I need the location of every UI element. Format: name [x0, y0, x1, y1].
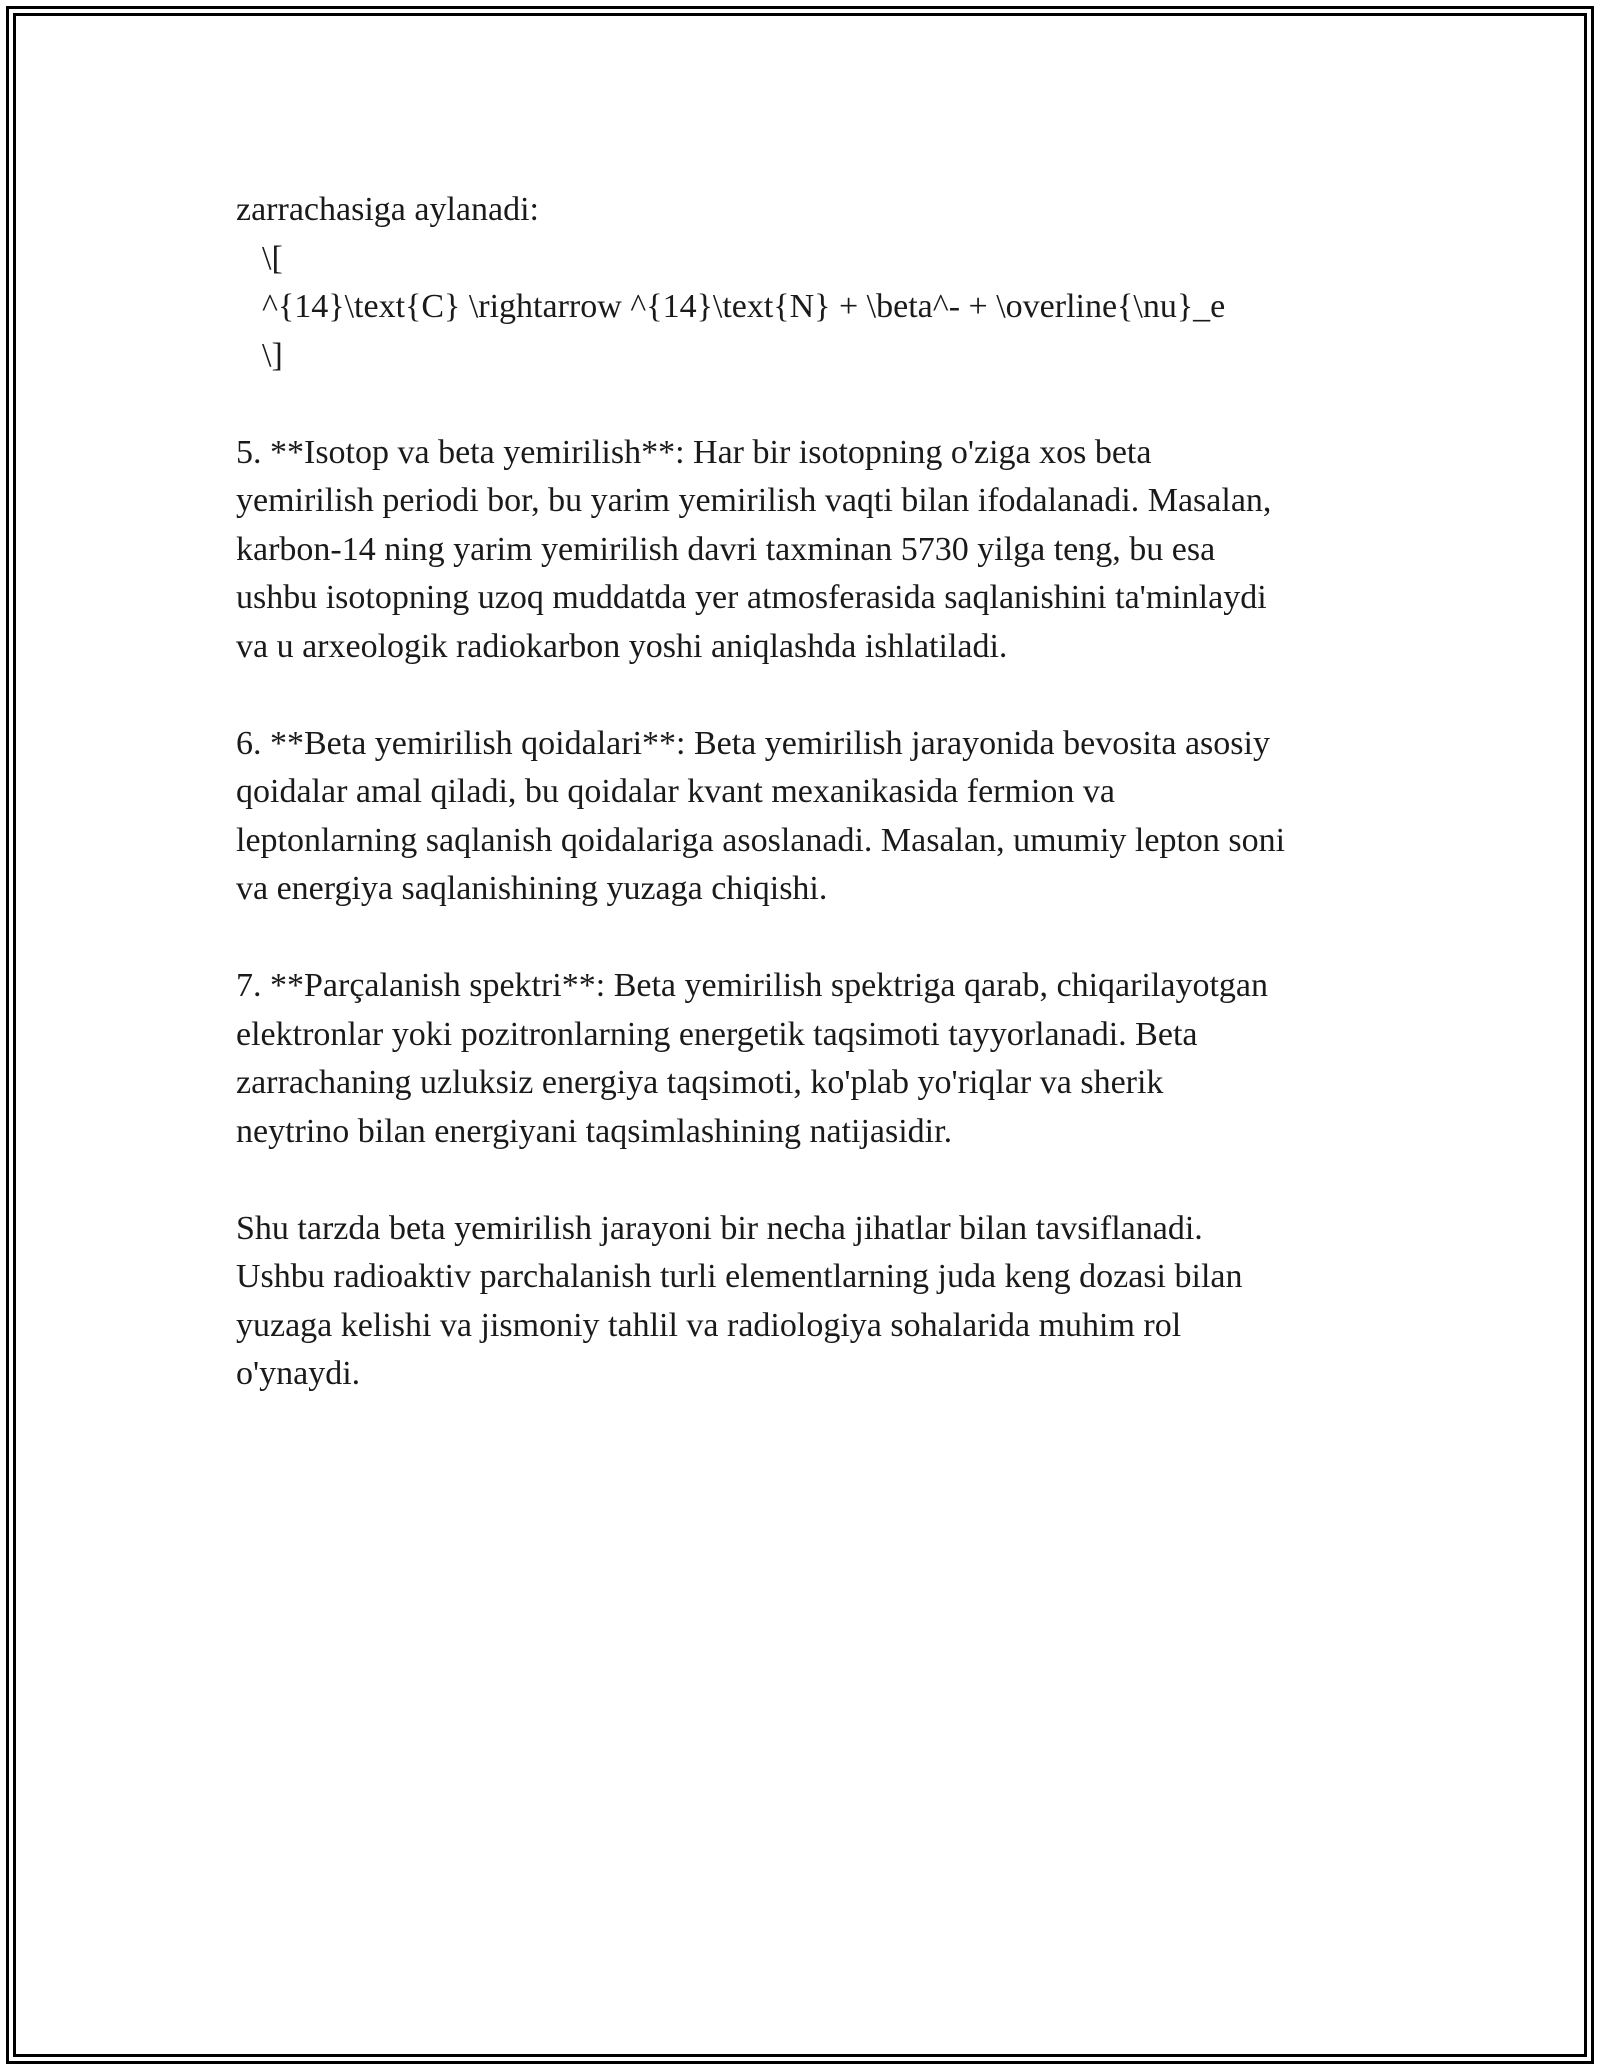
paragraph-line: karbon-14 ning yarim yemirilish davri taxminan 5730 yilga teng, bu esa	[236, 530, 1216, 568]
paragraph-line: neytrino bilan energiyani taqsimlashining natijasidir.	[236, 1112, 953, 1150]
paragraph-line: ushbu isotopning uzoq muddatda yer atmosferasida saqlanishini ta'minlaydi	[236, 579, 1267, 616]
paragraph-line: yuzaga kelishi va jismoniy tahlil va radiologiya sohalarida muhim rol	[236, 1306, 1182, 1344]
document-body	[236, 186, 1386, 1447]
paragraph-beta-decay-rules	[236, 720, 1386, 914]
paragraph-decay-spectrum	[236, 962, 1386, 1156]
paragraph-line: va energiya saqlanishining yuzaga chiqishi.	[236, 870, 828, 907]
paragraph-line: va u arxeologik radiokarbon yoshi aniqlashda ishlatiladi.	[236, 627, 1008, 665]
paragraph-line: 5. **Isotop va beta yemirilish**: Har bir isotopning o'ziga xos beta	[236, 433, 1152, 471]
equation-open-delimiter: \[	[262, 239, 283, 277]
paragraph-line: qoidalar amal qiladi, bu qoidalar kvant mexanikasida fermion va	[236, 773, 1115, 810]
equation-block	[236, 235, 1386, 381]
paragraph-line: leptonlarning saqlanish qoidalariga asoslanadi. Masalan, umumiy lepton soni	[236, 821, 1286, 859]
paragraph-line: yemirilish periodi bor, bu yarim yemirilish vaqti bilan ifodalanadi. Masalan,	[236, 482, 1272, 519]
paragraph-isotope-beta-decay	[236, 429, 1386, 672]
paragraph-line: 6. **Beta yemirilish qoidalari**: Beta yemirilish jarayonida bevosita asosiy	[236, 724, 1270, 762]
equation-close-delimiter: \]	[262, 336, 283, 374]
paragraph-line: 7. **Parçalanish spektri**: Beta yemirilish spektriga qarab, chiqarilayotgan	[236, 967, 1268, 1004]
intro-line: zarrachasiga aylanadi:	[236, 191, 539, 228]
paragraph-line: elektronlar yoki pozitronlarning energetik taqsimoti tayyorlanadi. Beta	[236, 1015, 1198, 1053]
paragraph-line: Ushbu radioaktiv parchalanish turli elementlarning juda keng dozasi bilan	[236, 1258, 1243, 1295]
equation-body: ^{14}\text{C} \rightarrow ^{14}\text{N} + \beta^- + \overline{\nu}_e	[262, 288, 1226, 325]
paragraph-line: Shu tarzda beta yemirilish jarayoni bir necha jihatlar bilan tavsiflanadi.	[236, 1209, 1203, 1247]
paragraph-line: zarrachaning uzluksiz energiya taqsimoti, ko'plab yo'riqlar va sherik	[236, 1064, 1164, 1101]
paragraph-line: o'ynaydi.	[236, 1355, 361, 1392]
paragraph-conclusion	[236, 1205, 1386, 1399]
